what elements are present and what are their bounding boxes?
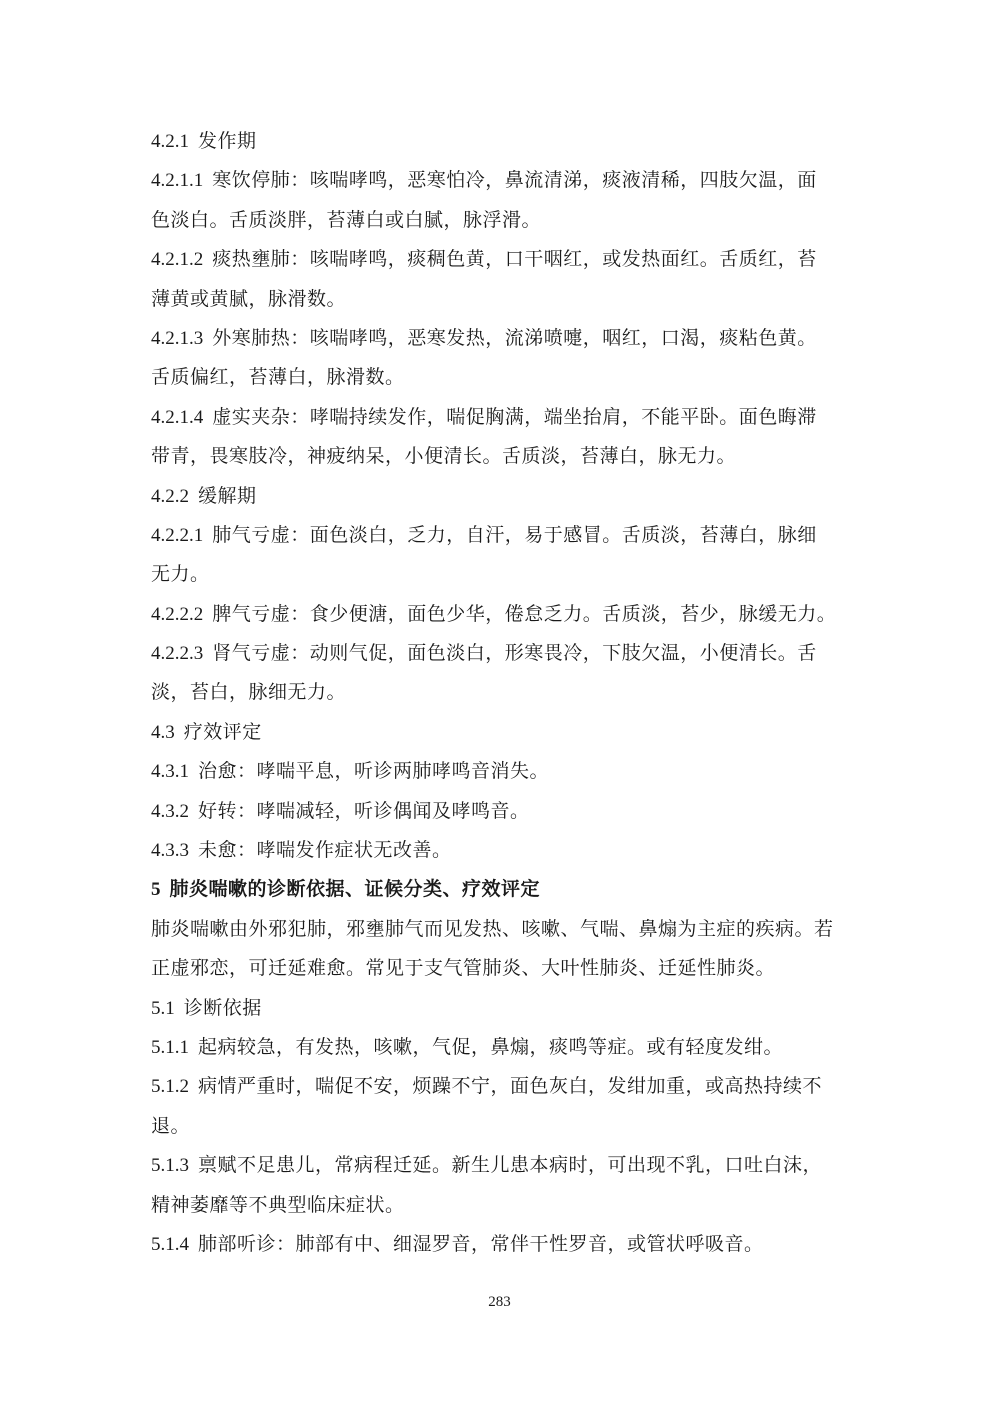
clause-number: 4.2.2.3: [151, 643, 204, 665]
clause-text: 带青，畏寒肢冷，神疲纳呆，小便清长。舌质淡，苔薄白，脉无力。: [151, 445, 737, 468]
paragraph-line: [151, 1107, 853, 1146]
clause-text: 疗效评定: [183, 720, 262, 743]
clause-text: 发作期: [198, 130, 257, 152]
numbered-paragraph: [151, 752, 853, 791]
clause-text: 肺部听诊：肺部有中、细湿罗音，常伴干性罗音，或管状呼吸音。: [198, 1232, 764, 1255]
clause-number: 4.2.1.1: [151, 170, 204, 192]
paragraph-line: [151, 673, 853, 712]
clause-text: 肾气亏虚：动则气促，面色淡白，形寒畏冷，下肢欠温，小便清长。舌: [212, 642, 817, 665]
clause-text: 无力。: [151, 563, 210, 586]
clause-number: 4.2.2: [151, 485, 189, 507]
clause-number: 5.1.1: [151, 1036, 189, 1058]
page-number: 283: [488, 1294, 511, 1310]
clause-text: 痰热壅肺：咳喘哮鸣，痰稠色黄，口干咽红，或发热面红。舌质红，苔: [212, 248, 817, 271]
clause-text: 精神萎靡等不典型临床症状。: [151, 1193, 405, 1216]
numbered-paragraph: [151, 240, 853, 279]
numbered-paragraph: [151, 516, 853, 555]
clause-text: 薄黄或黄腻，脉滑数。: [151, 287, 347, 310]
clause-number: 4.3: [151, 721, 175, 743]
document-body: [151, 122, 853, 1264]
numbered-paragraph: [151, 713, 853, 752]
clause-text: 缓解期: [198, 484, 257, 507]
clause-text: 虚实夹杂：哮喘持续发作，喘促胸满，端坐抬肩，不能平卧。面色晦滞: [212, 405, 817, 428]
numbered-paragraph: [151, 1225, 853, 1264]
clause-text: 诊断依据: [183, 996, 262, 1019]
numbered-paragraph: [151, 792, 853, 831]
numbered-paragraph: [151, 989, 853, 1028]
clause-text: 舌质偏红，苔薄白，脉滑数。: [151, 366, 405, 389]
paragraph-line: [151, 555, 853, 594]
clause-text: 脾气亏虚：食少便溏，面色少华，倦怠乏力。舌质淡，苔少，脉缓无力。: [212, 602, 837, 625]
section-heading: [151, 870, 853, 909]
paragraph-line: [151, 910, 853, 949]
clause-number: 4.3.3: [151, 840, 189, 862]
paragraph-line: [151, 280, 853, 319]
clause-text: 外寒肺热：咳喘哮鸣，恶寒发热，流涕喷嚏，咽红，口渴，痰粘色黄。: [212, 326, 817, 349]
paragraph-line: [151, 949, 853, 988]
clause-number: 4.3.2: [151, 800, 189, 822]
numbered-paragraph: [151, 831, 853, 870]
numbered-paragraph: [151, 634, 853, 673]
clause-number: 4.2.1.3: [151, 327, 204, 349]
clause-text: 起病较急，有发热，咳嗽，气促，鼻煽，痰鸣等症。或有轻度发绀。: [198, 1035, 784, 1058]
clause-number: 5.1.3: [151, 1155, 189, 1177]
clause-number: 5.1.2: [151, 1076, 189, 1098]
paragraph-line: [151, 437, 853, 476]
clause-text: 肺气亏虚：面色淡白，乏力，自汗，易于感冒。舌质淡，苔薄白，脉细: [212, 523, 817, 546]
clause-text: 色淡白。舌质淡胖，苔薄白或白腻，脉浮滑。: [151, 208, 542, 231]
paragraph-line: [151, 358, 853, 397]
clause-text: 病情严重时，喘促不安，烦躁不宁，面色灰白，发绀加重，或高热持续不: [198, 1075, 823, 1098]
paragraph-line: [151, 1186, 853, 1225]
clause-text: 未愈：哮喘发作症状无改善。: [198, 839, 452, 862]
numbered-paragraph: [151, 1146, 853, 1185]
clause-text: 寒饮停肺：咳喘哮鸣，恶寒怕冷，鼻流清涕，痰液清稀，四肢欠温，面: [212, 169, 817, 192]
clause-text: 淡，苔白，脉细无力。: [151, 681, 347, 704]
clause-text: 好转：哮喘减轻，听诊偶闻及哮鸣音。: [198, 799, 530, 822]
numbered-paragraph: [151, 122, 853, 161]
numbered-paragraph: [151, 319, 853, 358]
clause-text: 肺炎喘嗽的诊断依据、证候分类、疗效评定: [169, 878, 541, 901]
paragraph-line: [151, 201, 853, 240]
clause-text: 肺炎喘嗽由外邪犯肺，邪壅肺气而见发热、咳嗽、气喘、鼻煽为主症的疾病。若: [151, 917, 834, 940]
clause-number: 4.2.2.1: [151, 524, 204, 546]
clause-number: 4.2.1: [151, 131, 189, 152]
numbered-paragraph: [151, 398, 853, 437]
clause-number: 5.1.4: [151, 1233, 189, 1255]
numbered-paragraph: [151, 1028, 853, 1067]
clause-text: 正虚邪恋，可迁延难愈。常见于支气管肺炎、大叶性肺炎、迁延性肺炎。: [151, 957, 776, 980]
numbered-paragraph: [151, 1067, 853, 1106]
numbered-paragraph: [151, 477, 853, 516]
clause-number: 4.2.2.2: [151, 603, 204, 625]
numbered-paragraph: [151, 595, 853, 634]
clause-number: 4.2.1.2: [151, 249, 204, 271]
clause-text: 退。: [151, 1114, 191, 1137]
numbered-paragraph: [151, 161, 853, 200]
clause-number: 4.2.1.4: [151, 406, 204, 428]
clause-number: 4.3.1: [151, 761, 189, 783]
clause-text: 禀赋不足患儿，常病程迁延。新生儿患本病时，可出现不乳，口吐白沫，: [198, 1154, 823, 1177]
clause-number: 5: [151, 879, 161, 901]
clause-number: 5.1: [151, 997, 175, 1019]
clause-text: 治愈：哮喘平息，听诊两肺哮鸣音消失。: [198, 760, 550, 783]
